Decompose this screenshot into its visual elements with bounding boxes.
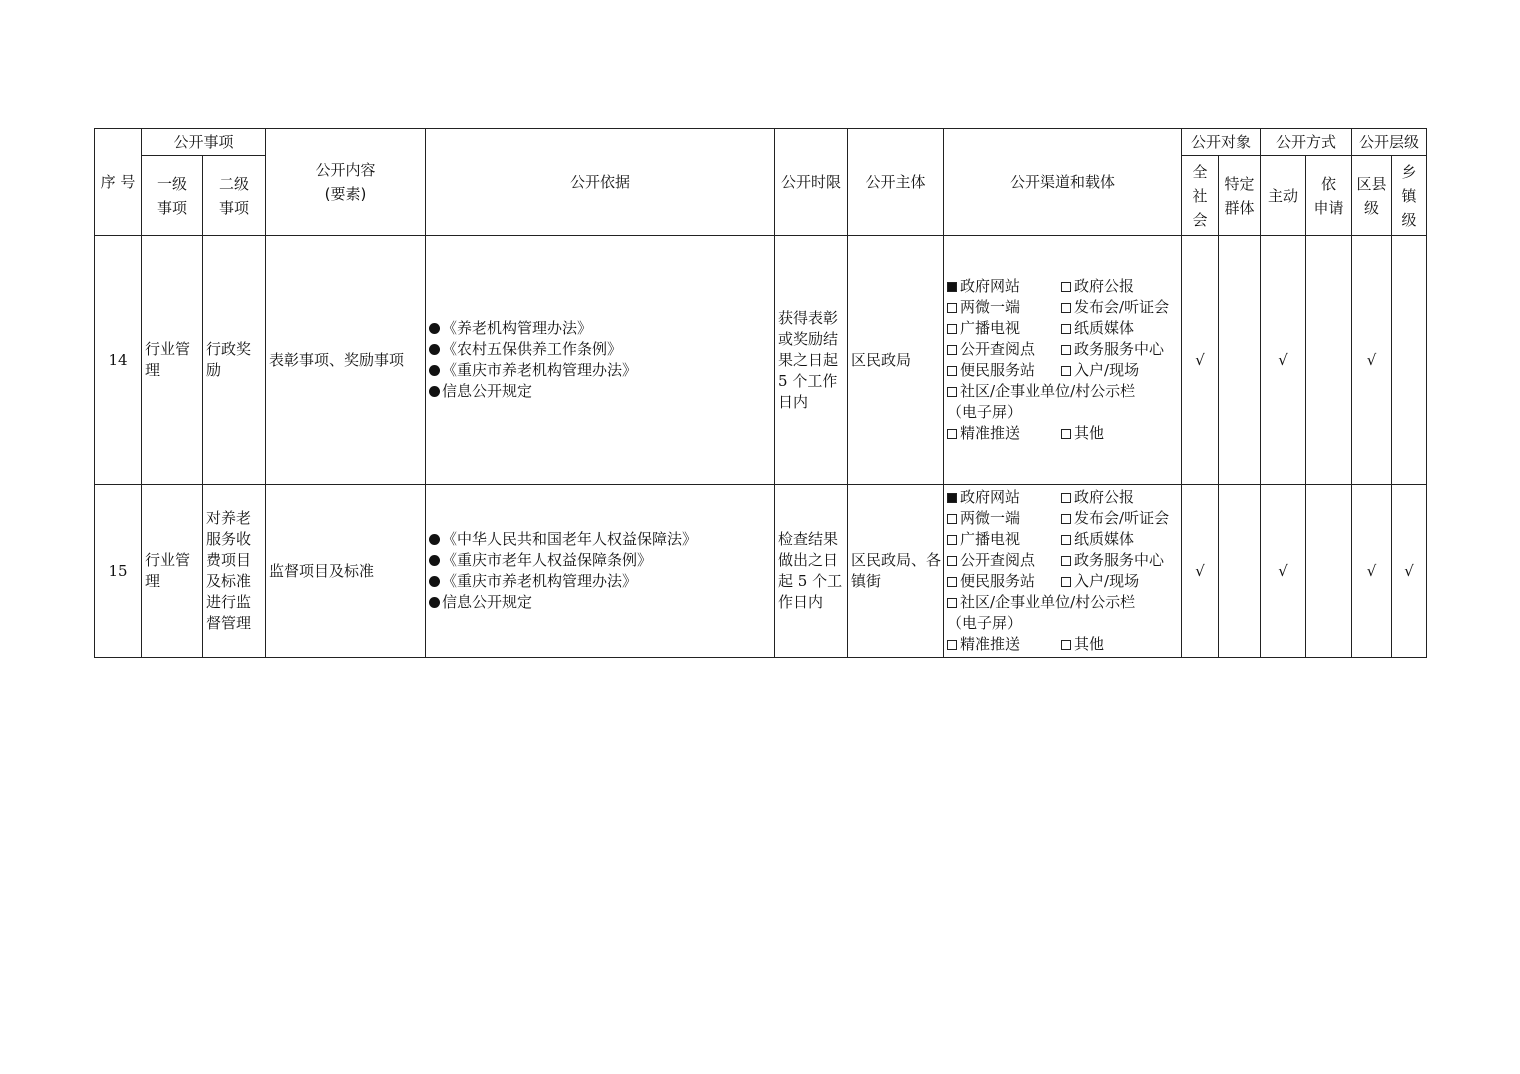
header-target: 公开对象 [1182, 129, 1261, 156]
row-specific-group [1219, 236, 1261, 485]
basis-item: 《农村五保供养工作条例》 [429, 339, 774, 360]
checkbox-empty-icon [1061, 303, 1071, 313]
row-district: √ [1352, 485, 1392, 658]
header-on-request: 依 申请 [1306, 156, 1352, 236]
header-matter: 公开事项 [142, 129, 266, 156]
basis-item: 《重庆市养老机构管理办法》 [429, 360, 774, 381]
header-method: 公开方式 [1261, 129, 1352, 156]
row-on-request [1306, 236, 1352, 485]
row-township: √ [1392, 485, 1427, 658]
bullet-icon [429, 323, 440, 334]
table-row [95, 236, 1427, 485]
checkbox-empty-icon [947, 535, 957, 545]
basis-item: 信息公开规定 [429, 381, 774, 402]
checkbox-empty-icon [947, 366, 957, 376]
checkbox-checked-icon [947, 493, 957, 503]
row-basis [426, 485, 775, 658]
row-level2: 行政奖 励 [203, 236, 266, 485]
header-district: 区县 级 [1352, 156, 1392, 236]
bullet-icon [429, 576, 440, 587]
row-content: 监督项目及标准 [266, 485, 426, 658]
row-basis [426, 236, 775, 485]
row-seq: 14 [95, 236, 142, 485]
header-level1: 一级 事项 [142, 156, 203, 236]
row-time-limit: 获得表彰 或奖励结 果之日起 5 个工作 日内 [775, 236, 848, 485]
checkbox-empty-icon [947, 514, 957, 524]
checkbox-empty-icon [1061, 556, 1071, 566]
header-basis: 公开依据 [426, 129, 775, 236]
header-row-top [95, 129, 1427, 156]
checkbox-empty-icon [1061, 535, 1071, 545]
checkbox-empty-icon [1061, 366, 1071, 376]
row-subject: 区民政局、各 镇街 [848, 485, 944, 658]
row-time-limit: 检查结果 做出之日 起 5 个工 作日内 [775, 485, 848, 658]
row-seq: 15 [95, 485, 142, 658]
header-content: 公开内容 (要素) [266, 129, 426, 236]
checkbox-empty-icon [947, 577, 957, 587]
row-township [1392, 236, 1427, 485]
row-active: √ [1261, 236, 1306, 485]
row-all-society: √ [1182, 485, 1219, 658]
basis-item: 《中华人民共和国老年人权益保障法》 [429, 529, 774, 550]
basis-item: 《养老机构管理办法》 [429, 318, 774, 339]
checkbox-empty-icon [1061, 514, 1071, 524]
bullet-icon [429, 597, 440, 608]
basis-item: 信息公开规定 [429, 592, 774, 613]
bullet-icon [429, 386, 440, 397]
checkbox-empty-icon [1061, 577, 1071, 587]
disclosure-table [94, 128, 1427, 658]
row-subject: 区民政局 [848, 236, 944, 485]
checkbox-empty-icon [947, 640, 957, 650]
row-channels: 政府网站 政府公报 两微一端 发布会/听证会 广播电视 纸质媒体 公开查阅点 政务服务中心 便民服务站 入户/现场 社区/企事业单位/村公示栏 （电子屏） 精准推送 其他 [944, 485, 1182, 658]
checkbox-checked-icon [947, 282, 957, 292]
basis-item: 《重庆市老年人权益保障条例》 [429, 550, 774, 571]
row-on-request [1306, 485, 1352, 658]
row-all-society: √ [1182, 236, 1219, 485]
header-seq: 序 号 [95, 129, 142, 236]
checkbox-empty-icon [1061, 345, 1071, 355]
basis-item: 《重庆市养老机构管理办法》 [429, 571, 774, 592]
row-channels: 政府网站 政府公报 两微一端 发布会/听证会 广播电视 纸质媒体 公开查阅点 政务服务中心 便民服务站 入户/现场 社区/企事业单位/村公示栏 （电子屏） 精准推送 其他 [944, 236, 1182, 485]
row-level1: 行业管 理 [142, 236, 203, 485]
table-row [95, 485, 1427, 658]
row-level2: 对养老 服务收 费项目 及标准 进行监 督管理 [203, 485, 266, 658]
checkbox-empty-icon [947, 387, 957, 397]
header-subject: 公开主体 [848, 129, 944, 236]
bullet-icon [429, 365, 440, 376]
row-specific-group [1219, 485, 1261, 658]
header-time-limit: 公开时限 [775, 129, 848, 236]
row-content: 表彰事项、奖励事项 [266, 236, 426, 485]
header-specific-group: 特定 群体 [1219, 156, 1261, 236]
checkbox-empty-icon [1061, 640, 1071, 650]
checkbox-empty-icon [947, 556, 957, 566]
header-level2: 二级 事项 [203, 156, 266, 236]
row-level1: 行业管 理 [142, 485, 203, 658]
checkbox-empty-icon [947, 345, 957, 355]
header-township: 乡 镇 级 [1392, 156, 1427, 236]
bullet-icon [429, 534, 440, 545]
header-channel: 公开渠道和载体 [944, 129, 1182, 236]
checkbox-empty-icon [1061, 324, 1071, 334]
bullet-icon [429, 344, 440, 355]
row-district: √ [1352, 236, 1392, 485]
header-active: 主动 [1261, 156, 1306, 236]
row-active: √ [1261, 485, 1306, 658]
header-all-society: 全 社 会 [1182, 156, 1219, 236]
header-level: 公开层级 [1352, 129, 1427, 156]
checkbox-empty-icon [947, 598, 957, 608]
checkbox-empty-icon [947, 303, 957, 313]
checkbox-empty-icon [947, 429, 957, 439]
checkbox-empty-icon [1061, 429, 1071, 439]
checkbox-empty-icon [947, 324, 957, 334]
checkbox-empty-icon [1061, 493, 1071, 503]
checkbox-empty-icon [1061, 282, 1071, 292]
bullet-icon [429, 555, 440, 566]
